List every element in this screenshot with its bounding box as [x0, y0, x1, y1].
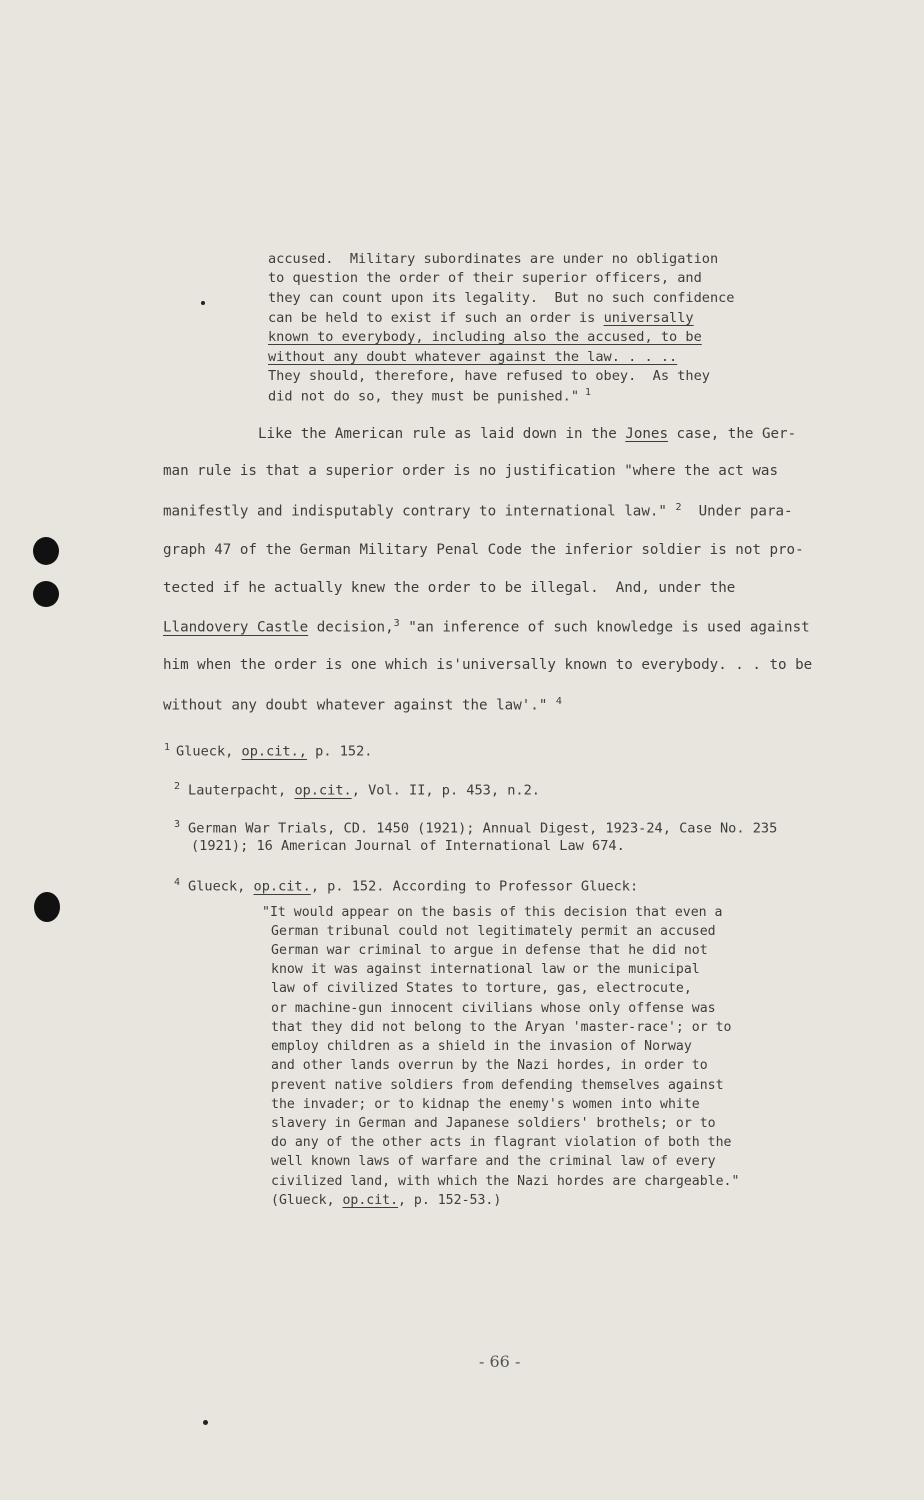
- underlined-text: op.cit.,: [241, 743, 307, 760]
- footnote-2: [174, 781, 540, 799]
- fn-quote-line: "It would appear on the basis of this decision that even a: [262, 905, 723, 920]
- punch-hole: [33, 581, 59, 607]
- footnote-4: [174, 877, 638, 895]
- footnote-number: 4: [174, 877, 181, 888]
- page-number: - 66 -: [479, 1352, 521, 1371]
- body-line: [163, 696, 562, 714]
- underlined-text: op.cit.: [294, 782, 352, 799]
- quote-line: to question the order of their superior officers, and: [268, 270, 702, 286]
- body-line: graph 47 of the German Military Penal Code the inferior soldier is not pro-: [163, 542, 804, 558]
- ink-speck: [203, 1420, 208, 1425]
- fn-quote-text: , p. 152-53.): [398, 1193, 502, 1208]
- body-text: "an inference of such knowledge is used against: [399, 619, 810, 636]
- quote-line: They should, therefore, have refused to obey. As they: [268, 368, 710, 384]
- body-text: Like the American rule as laid down in the: [258, 426, 626, 442]
- quote-line-underlined: known to everybody, including also the accused, to be: [268, 329, 702, 345]
- underlined-text: op.cit.: [342, 1193, 399, 1208]
- footnote-ref: 2: [675, 502, 682, 513]
- fn-quote-line: well known laws of warfare and the criminal law of every: [271, 1154, 716, 1169]
- body-text: manifestly and indisputably contrary to international law.": [163, 503, 676, 520]
- fn-quote-line: do any of the other acts in flagrant violation of both the: [271, 1135, 732, 1150]
- underlined-text: Llandovery Castle: [163, 619, 309, 636]
- quote-text: can be held to exist if such an order is: [268, 310, 604, 326]
- fn-quote-line: employ children as a shield in the invasion of Norway: [271, 1039, 692, 1054]
- fn-quote-text: (Glueck,: [271, 1193, 343, 1208]
- fn-quote-line: or machine-gun innocent civilians whose only offense was: [271, 1001, 716, 1016]
- footnote-3-cont: (1921); 16 American Journal of International Law 674.: [191, 838, 625, 854]
- fn-quote-line: law of civilized States to torture, gas, electrocute,: [271, 981, 692, 996]
- fn-quote-line: slavery in German and Japanese soldiers' brothels; or to: [271, 1116, 716, 1131]
- footnote-ref: 1: [585, 387, 592, 398]
- fn-quote-line: know it was against international law or the municipal: [271, 962, 700, 977]
- footnote-text: German War Trials, CD. 1450 (1921); Annual Digest, 1923-24, Case No. 235: [188, 820, 778, 837]
- body-text: case, the Ger-: [668, 426, 797, 442]
- footnote-ref: 4: [555, 696, 562, 707]
- body-line: him when the order is one which is'universally known to everybody. . . to be: [163, 657, 813, 673]
- fn-quote-line: German war criminal to argue in defense that he did not: [271, 943, 708, 958]
- fn-quote-line: German tribunal could not legitimately permit an accused: [271, 924, 716, 939]
- quote-line: [268, 387, 591, 405]
- body-text: without any doubt whatever against the law'.": [163, 697, 556, 714]
- footnote-number: 3: [174, 819, 181, 830]
- quote-line: accused. Military subordinates are under no obligation: [268, 251, 719, 267]
- footnote-text: , Vol. II, p. 453, n.2.: [351, 782, 540, 799]
- underlined-text: Jones: [625, 426, 669, 442]
- body-line: [163, 502, 793, 520]
- quote-text: did not do so, they must be punished.": [268, 388, 579, 405]
- fn-quote-line: that they did not belong to the Aryan 'master-race'; or to: [271, 1020, 732, 1035]
- footnote-text: p. 152.: [307, 743, 373, 760]
- fn-quote-line: the invader; or to kidnap the enemy's women into white: [271, 1097, 700, 1112]
- body-line: tected if he actually knew the order to be illegal. And, under the: [163, 580, 736, 596]
- footnote-number: 1: [164, 742, 171, 753]
- footnote-number: 2: [174, 781, 181, 792]
- quote-line: they can count upon its legality. But no such confidence: [268, 290, 735, 306]
- body-line: man rule is that a superior order is no justification "where the act was: [163, 463, 778, 479]
- body-text: Under para-: [681, 503, 793, 520]
- underlined-text: universally: [603, 310, 694, 326]
- footnote-text: , p. 152. According to Professor Glueck:: [310, 878, 639, 895]
- quote-line-underlined: without any doubt whatever against the law. . . ..: [268, 349, 678, 365]
- ink-speck: [201, 301, 205, 305]
- footnote-1: [164, 742, 372, 760]
- underlined-text: op.cit.: [253, 878, 311, 895]
- footnote-3: [174, 819, 777, 837]
- footnote-ref: 3: [393, 618, 400, 629]
- footnote-text: Glueck,: [188, 878, 254, 895]
- quote-line: [268, 310, 694, 326]
- fn-quote-line: and other lands overrun by the Nazi hordes, in order to: [271, 1058, 708, 1073]
- body-line: [258, 426, 796, 442]
- punch-hole: [33, 537, 59, 565]
- fn-quote-citation: [271, 1193, 501, 1208]
- footnote-text: Glueck,: [176, 743, 242, 760]
- body-text: decision,: [308, 619, 394, 636]
- fn-quote-line: prevent native soldiers from defending themselves against: [271, 1078, 724, 1093]
- punch-hole: [34, 892, 60, 922]
- body-line: [163, 618, 810, 636]
- footnote-text: Lauterpacht,: [188, 782, 295, 799]
- fn-quote-line: civilized land, with which the Nazi hordes are chargeable.": [271, 1174, 740, 1189]
